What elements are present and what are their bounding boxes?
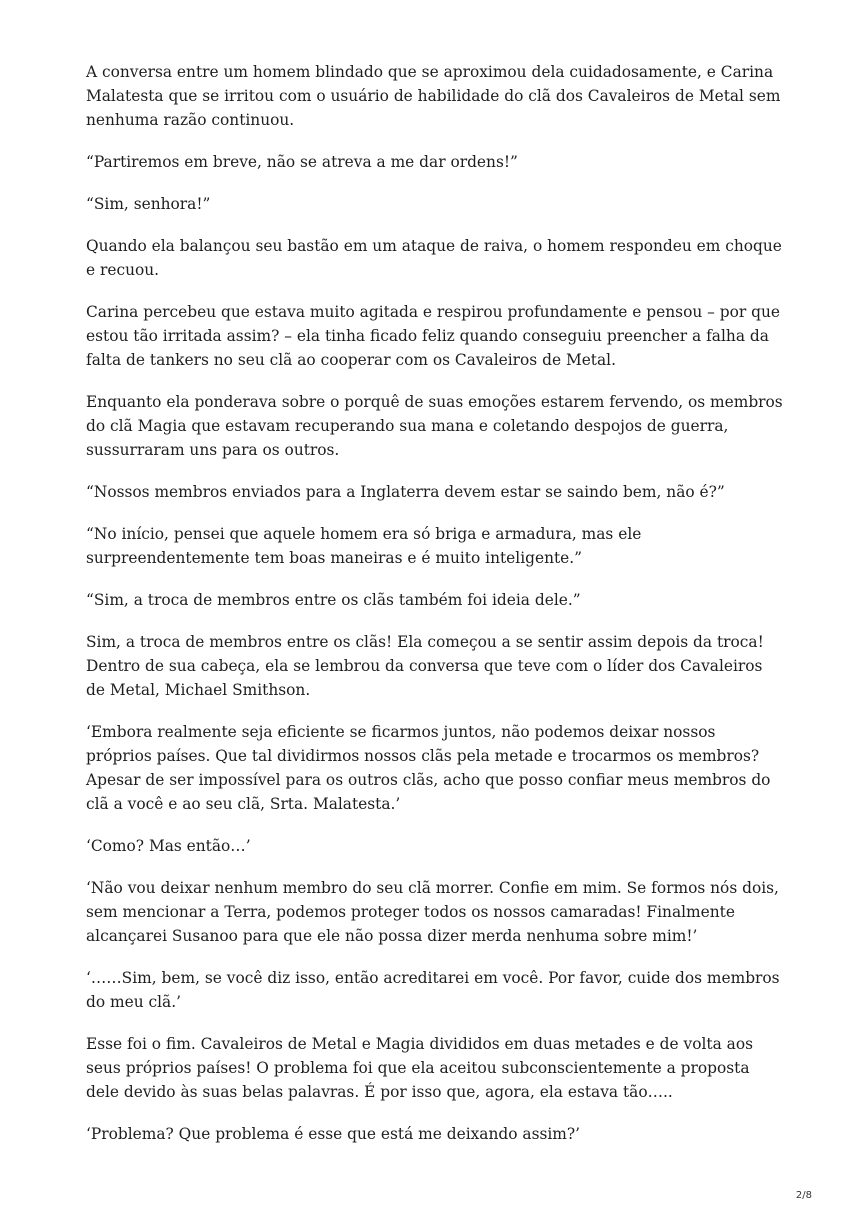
paragraph: Quando ela balançou seu bastão em um ataque de raiva, o homem respondeu em choque e recuou. [86,237,782,279]
paragraph: “Sim, senhora!” [86,195,211,213]
paragraph: “Nossos membros enviados para a Inglaterra devem estar se saindo bem, não é?” [86,483,725,501]
paragraph: ‘Embora realmente seja eficiente se ficarmos juntos, não podemos deixar nossos próprios países. Que tal dividirmos nossos clãs pela metade e trocarmos os membros? Apesar de ser impossível para os outros clãs, acho que posso confiar meus membros do clã a você e ao seu clã, Srta. Malatesta.’ [86,723,771,813]
paragraph: Esse foi o fim. Cavaleiros de Metal e Magia divididos em duas metades e de volta aos seus próprios países! O problema foi que ela aceitou subconscientemente a proposta dele devido às suas belas palavras. É por isso que, agora, ela estava tão….. [86,1035,754,1101]
paragraph: Sim, a troca de membros entre os clãs! Ela começou a se sentir assim depois da troca! Dentro de sua cabeça, ela se lembrou da conversa que teve com o líder dos Cavaleiros de Metal, Michael Smithson. [86,633,764,699]
paragraph: “Sim, a troca de membros entre os clãs também foi ideia dele.” [86,591,581,609]
paragraph: “No início, pensei que aquele homem era só briga e armadura, mas ele surpreendentemente tem boas maneiras e é muito inteligente.” [86,525,642,567]
paragraph: “Partiremos em breve, não se atreva a me dar ordens!” [86,153,518,171]
paragraph: Enquanto ela ponderava sobre o porquê de suas emoções estarem fervendo, os membros do clã Magia que estavam recuperando sua mana e coletando despojos de guerra, sussurraram uns para os outros. [86,393,783,459]
paragraph: ‘……Sim, bem, se você diz isso, então acreditarei em você. Por favor, cuide dos membros do meu clã.’ [86,969,780,1011]
paragraph: A conversa entre um homem blindado que se aproximou dela cuidadosamente, e Carina Malatesta que se irritou com o usuário de habilidade do clã dos Cavaleiros de Metal sem nenhuma razão continuou. [86,63,781,129]
page-number: 2/8 [795,1190,812,1201]
paragraph: ‘Como? Mas então…’ [86,837,251,855]
document-body [86,60,786,1164]
paragraph: Carina percebeu que estava muito agitada e respirou profundamente e pensou – por que estou tão irritada assim? – ela tinha ficado feliz quando conseguiu preencher a falha da falta de tankers no seu clã ao cooperar com os Cavaleiros de Metal. [86,303,780,369]
paragraph: ‘Problema? Que problema é esse que está me deixando assim?’ [86,1125,581,1143]
paragraph: ‘Não vou deixar nenhum membro do seu clã morrer. Confie em mim. Se formos nós dois, sem mencionar a Terra, podemos proteger todos os nossos camaradas! Finalmente alcançarei Susanoo para que ele não possa dizer merda nenhuma sobre mim!’ [86,879,779,945]
